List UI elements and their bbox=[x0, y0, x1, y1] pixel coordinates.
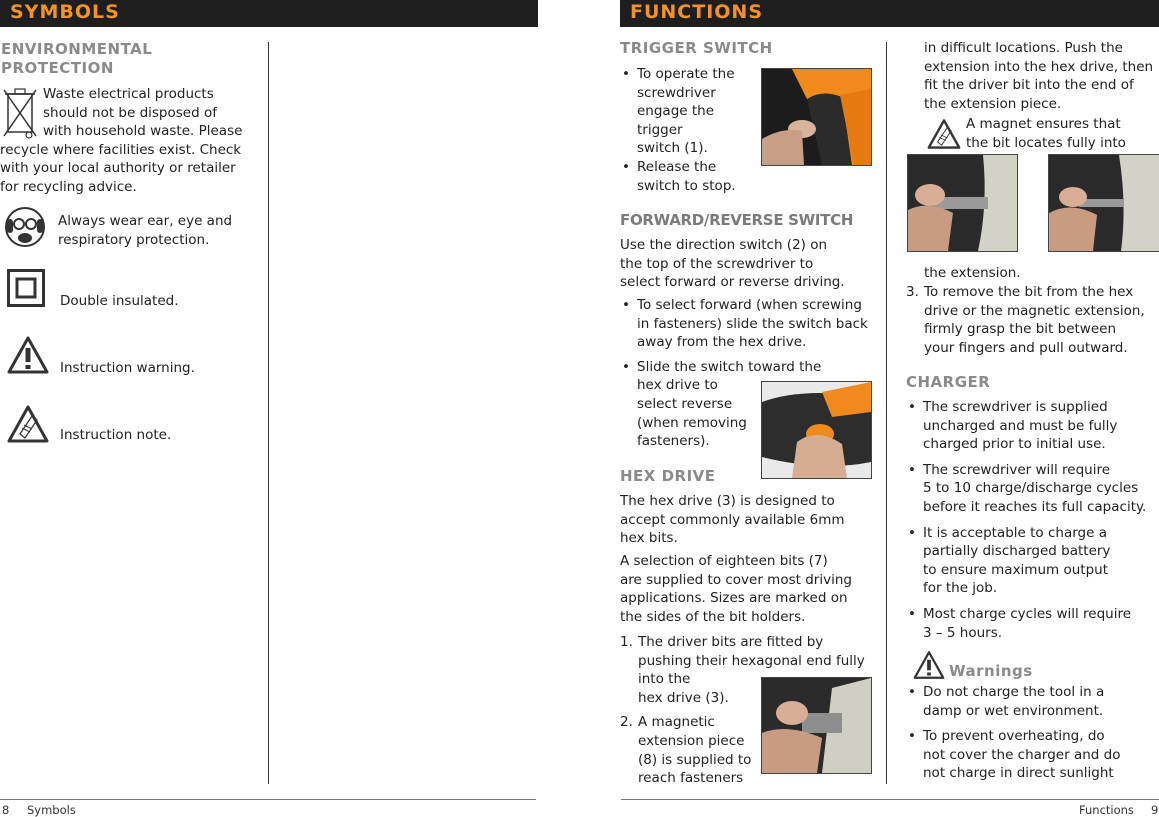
line: fasteners). bbox=[637, 433, 710, 450]
step-3-list bbox=[906, 283, 1156, 357]
magnetic-extension-photo-1 bbox=[907, 154, 1018, 252]
env-line: for recycling advice. bbox=[0, 178, 137, 195]
line: A selection of eighteen bits (7) bbox=[620, 553, 828, 569]
line: damp or wet environment. bbox=[923, 702, 1104, 719]
line: in fasteners) slide the switch back bbox=[637, 315, 868, 332]
line: The hex drive (3) is designed to bbox=[620, 493, 835, 509]
line: (when removing bbox=[637, 414, 747, 431]
env-heading-line2: PROTECTION bbox=[1, 59, 114, 77]
env-line: Waste electrical products bbox=[43, 86, 214, 102]
warning-triangle-icon bbox=[912, 650, 946, 680]
line: extension into the hex drive, then bbox=[924, 58, 1154, 75]
hex-drive-para2 bbox=[620, 552, 852, 626]
line: A magnetic bbox=[638, 714, 715, 731]
line: select forward or reverse driving. bbox=[620, 274, 845, 291]
line: before it reaches its full capacity. bbox=[923, 498, 1147, 515]
protection-line: respiratory protection. bbox=[58, 231, 210, 248]
line: the extension piece. bbox=[924, 95, 1062, 112]
line: the top of the screwdriver to bbox=[620, 255, 814, 272]
double-insulated-text: Double insulated. bbox=[60, 293, 179, 309]
line: 3 – 5 hours. bbox=[923, 624, 1003, 641]
line: not cover the charger and do bbox=[923, 746, 1121, 763]
line: charged prior to initial use. bbox=[923, 436, 1106, 453]
line: extension piece bbox=[638, 732, 745, 749]
line: screwdriver bbox=[637, 84, 716, 101]
line: uncharged and must be fully bbox=[923, 417, 1118, 434]
left-footer-rule bbox=[0, 799, 536, 800]
extension-continued-text bbox=[924, 39, 1153, 113]
line: • To prevent overheating, do bbox=[923, 728, 1105, 745]
functions-title: FUNCTIONS bbox=[630, 1, 764, 23]
note-triangle-icon bbox=[6, 404, 50, 444]
line: trigger bbox=[637, 121, 683, 138]
right-footer-label: Functions bbox=[1079, 803, 1134, 817]
charger-heading: CHARGER bbox=[906, 373, 991, 391]
environmental-text bbox=[0, 85, 250, 197]
forward-reverse-intro bbox=[620, 236, 845, 292]
magnetic-extension-photo-2 bbox=[1048, 154, 1159, 252]
functions-section-bar bbox=[620, 0, 1159, 27]
hex-drive-heading: HEX DRIVE bbox=[620, 467, 716, 485]
line: • The screwdriver is supplied bbox=[923, 399, 1108, 415]
line: • Do not charge the tool in a bbox=[923, 684, 1105, 700]
step-number: 1. bbox=[620, 634, 633, 650]
right-footer-rule bbox=[621, 799, 1159, 800]
charger-bullet-uncharged bbox=[906, 398, 1159, 454]
env-line: with your local authority or retailer bbox=[0, 160, 236, 177]
charger-bullet-partial bbox=[906, 524, 1159, 598]
protection-line: Always wear ear, eye and bbox=[58, 213, 233, 229]
left-column-divider bbox=[268, 42, 269, 784]
direction-switch-photo bbox=[761, 381, 872, 479]
line: away from the hex drive. bbox=[637, 334, 807, 351]
line: engage the bbox=[637, 103, 715, 120]
line: your fingers and pull outward. bbox=[924, 339, 1128, 356]
line: fit the driver bit into the end of bbox=[924, 77, 1134, 94]
left-footer-label: Symbols bbox=[27, 803, 76, 817]
line: for the job. bbox=[923, 580, 998, 597]
line: the sides of the bit holders. bbox=[620, 608, 806, 625]
env-line: recycle where facilities exist. Check bbox=[0, 141, 242, 158]
line: • Most charge cycles will require bbox=[923, 605, 1132, 622]
line: pushing their hexagonal end fully bbox=[638, 652, 865, 669]
trigger-switch-heading: TRIGGER SWITCH bbox=[620, 39, 773, 57]
instruction-warning-text: Instruction warning. bbox=[60, 360, 195, 376]
line: the bit locates fully into bbox=[966, 134, 1126, 151]
line: are supplied to cover most driving bbox=[620, 571, 852, 588]
magnet-note-text bbox=[966, 115, 1126, 152]
line: • Release the bbox=[637, 158, 717, 175]
symbols-section-bar bbox=[0, 0, 538, 27]
line: hex bits. bbox=[620, 530, 678, 547]
line: The driver bits are fitted by bbox=[638, 634, 824, 650]
step-number: 2. bbox=[620, 714, 633, 731]
line: not charge in direct sunlight bbox=[923, 765, 1114, 782]
step-3 bbox=[906, 283, 1156, 357]
hex-drive-para1 bbox=[620, 492, 845, 548]
magnet-note-continued: the extension. bbox=[924, 265, 1021, 281]
line: (8) is supplied to bbox=[638, 751, 752, 768]
warnings-heading: Warnings bbox=[949, 662, 1033, 680]
double-insulated-icon bbox=[7, 269, 45, 307]
trigger-bullet-release bbox=[620, 158, 750, 195]
line: hex drive to bbox=[637, 377, 718, 394]
instruction-note-text: Instruction note. bbox=[60, 427, 172, 443]
line: To remove the bit from the hex bbox=[924, 284, 1134, 300]
protection-text bbox=[58, 212, 232, 249]
warnings-bullets bbox=[906, 683, 1159, 789]
symbols-title: SYMBOLS bbox=[10, 1, 120, 23]
line: 5 to 10 charge/discharge cycles bbox=[923, 480, 1139, 497]
right-page-number: 9 bbox=[1151, 803, 1159, 817]
line: partially discharged battery bbox=[923, 543, 1111, 560]
line: A magnet ensures that bbox=[966, 116, 1121, 132]
warning-bullet-overheating bbox=[906, 727, 1159, 783]
right-column-divider bbox=[886, 42, 887, 784]
line: into the bbox=[638, 671, 691, 688]
line: in difficult locations. Push the bbox=[924, 40, 1123, 56]
step-number: 3. bbox=[906, 284, 919, 300]
warning-bullet-damp bbox=[906, 683, 1159, 720]
trigger-bullets bbox=[620, 65, 750, 201]
env-line: with household waste. Please bbox=[43, 123, 243, 140]
line: • The screwdriver will require bbox=[923, 461, 1111, 478]
line: to ensure maximum output bbox=[923, 561, 1108, 578]
line: • It is acceptable to charge a bbox=[923, 524, 1107, 541]
line: • To select forward (when screwing bbox=[637, 297, 862, 313]
note-triangle-icon bbox=[926, 118, 962, 150]
forward-reverse-heading: FORWARD/REVERSE SWITCH bbox=[620, 211, 854, 229]
line: reach fasteners bbox=[638, 770, 744, 787]
left-page-number: 8 bbox=[2, 803, 10, 817]
environmental-heading bbox=[1, 40, 152, 78]
charger-bullet-hours bbox=[906, 605, 1159, 642]
forward-bullet bbox=[620, 296, 880, 352]
line: applications. Sizes are marked on bbox=[620, 590, 848, 607]
line: hex drive (3). bbox=[638, 689, 729, 706]
charger-bullets bbox=[906, 398, 1159, 648]
line: switch to stop. bbox=[637, 177, 736, 194]
protection-gear-icon bbox=[4, 205, 46, 249]
warning-triangle-icon bbox=[6, 335, 50, 375]
line: select reverse bbox=[637, 395, 733, 412]
trigger-switch-photo bbox=[761, 68, 872, 166]
trigger-bullet-operate bbox=[620, 65, 750, 158]
line: • Slide the switch toward the bbox=[637, 358, 822, 375]
line: switch (1). bbox=[637, 140, 708, 157]
line: drive or the magnetic extension, bbox=[924, 302, 1145, 319]
line: firmly grasp the bit between bbox=[924, 321, 1117, 338]
charger-bullet-cycles bbox=[906, 461, 1159, 517]
line: • To operate the bbox=[637, 66, 735, 82]
env-heading-line1: ENVIRONMENTAL bbox=[1, 40, 153, 58]
line: Use the direction switch (2) on bbox=[620, 237, 828, 253]
env-line: should not be disposed of bbox=[43, 104, 217, 121]
bit-insertion-photo bbox=[761, 677, 872, 774]
line: accept commonly available 6mm bbox=[620, 511, 845, 528]
